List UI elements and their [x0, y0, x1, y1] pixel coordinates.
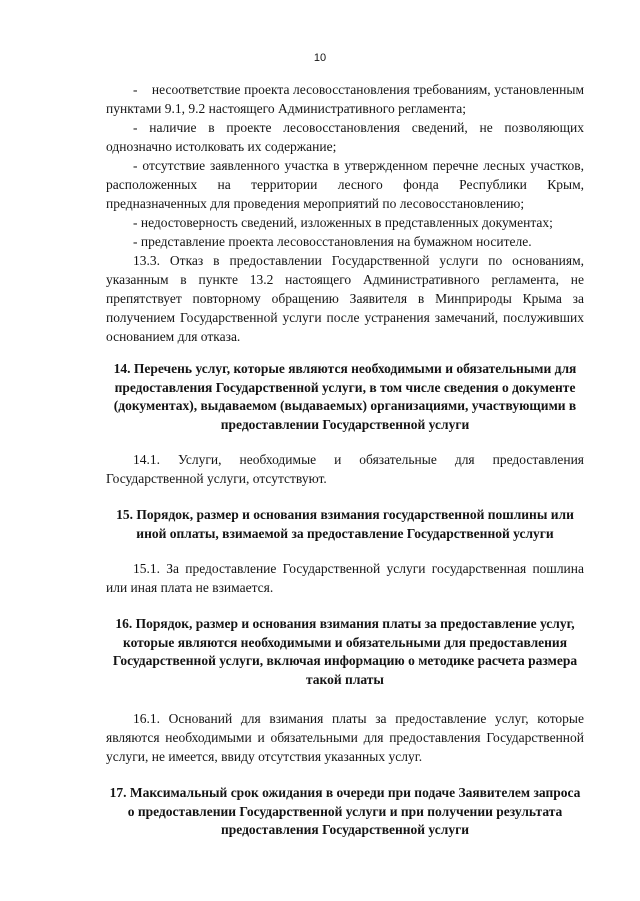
paragraph-ambiguous-info: - наличие в проекте лесовосстановления сведений, не позволяющих однозначно истолковать их содержание;	[106, 120, 584, 154]
paragraph-13-3: 13.3. Отказ в предоставлении Государственной услуги по основаниям, указанным в пункте 13.2 настоящего Административного регламента, не препятствует повторному обращению Заявителя в Минприроды Крыма за получением Государственной услуги после устранения замечаний, послуживших основанием для отказа.	[106, 253, 584, 344]
paragraph-16-1: 16.1. Оснований для взимания платы за предоставление услуг, которые являются необходимыми и обязательными для предоставления Государственной услуги, не имеется, ввиду отсутствия указанных услуг.	[106, 711, 584, 764]
section-15-heading: 15. Порядок, размер и основания взимания государственной пошлины или иной оплаты, взимаемой за предоставление Государственной услуги	[116, 507, 574, 541]
paragraph-14-1: 14.1. Услуги, необходимые и обязательные для предоставления Государственной услуги, отсутствуют.	[106, 452, 584, 486]
paragraph-15-1: 15.1. За предоставление Государственной услуги государственная пошлина или иная плата не взимается.	[106, 561, 584, 595]
section-16-heading: 16. Порядок, размер и основания взимания платы за предоставление услуг, которые являются необходимыми и обязательными для предоставления Государственной услуги, включая информацию о методике расчета размера такой платы	[112, 616, 578, 687]
paragraph-noncompliance: - несоответствие проекта лесовосстановления требованиям, установленным пунктами 9.1, 9.2 настоящего Административного регламента;	[106, 82, 584, 116]
section-14-heading: 14. Перечень услуг, которые являются необходимыми и обязательными для предоставления Государственной услуги, в том числе сведения о документе (документах), выдаваемом (выдаваемых) организациями, участвующими в предоставлении Государственной услуги	[113, 361, 577, 432]
page-number: 10	[313, 52, 327, 64]
paragraph-missing-plot: - отсутствие заявленного участка в утвержденном перечне лесных участков, расположенных на территории лесного фонда Республики Крым, предназначенных для проведения мероприятий по лесовосстановлению;	[106, 158, 584, 211]
document-body	[106, 80, 584, 840]
section-17-heading: 17. Максимальный срок ожидания в очереди при подаче Заявителем запроса о предоставлении Государственной услуги и при получении результата предоставления Государственной услуги	[109, 785, 581, 837]
paragraph-paper-submission: - представление проекта лесовосстановления на бумажном носителе.	[133, 234, 532, 249]
paragraph-unreliable-info: - недостоверность сведений, изложенных в представленных документах;	[133, 215, 553, 230]
